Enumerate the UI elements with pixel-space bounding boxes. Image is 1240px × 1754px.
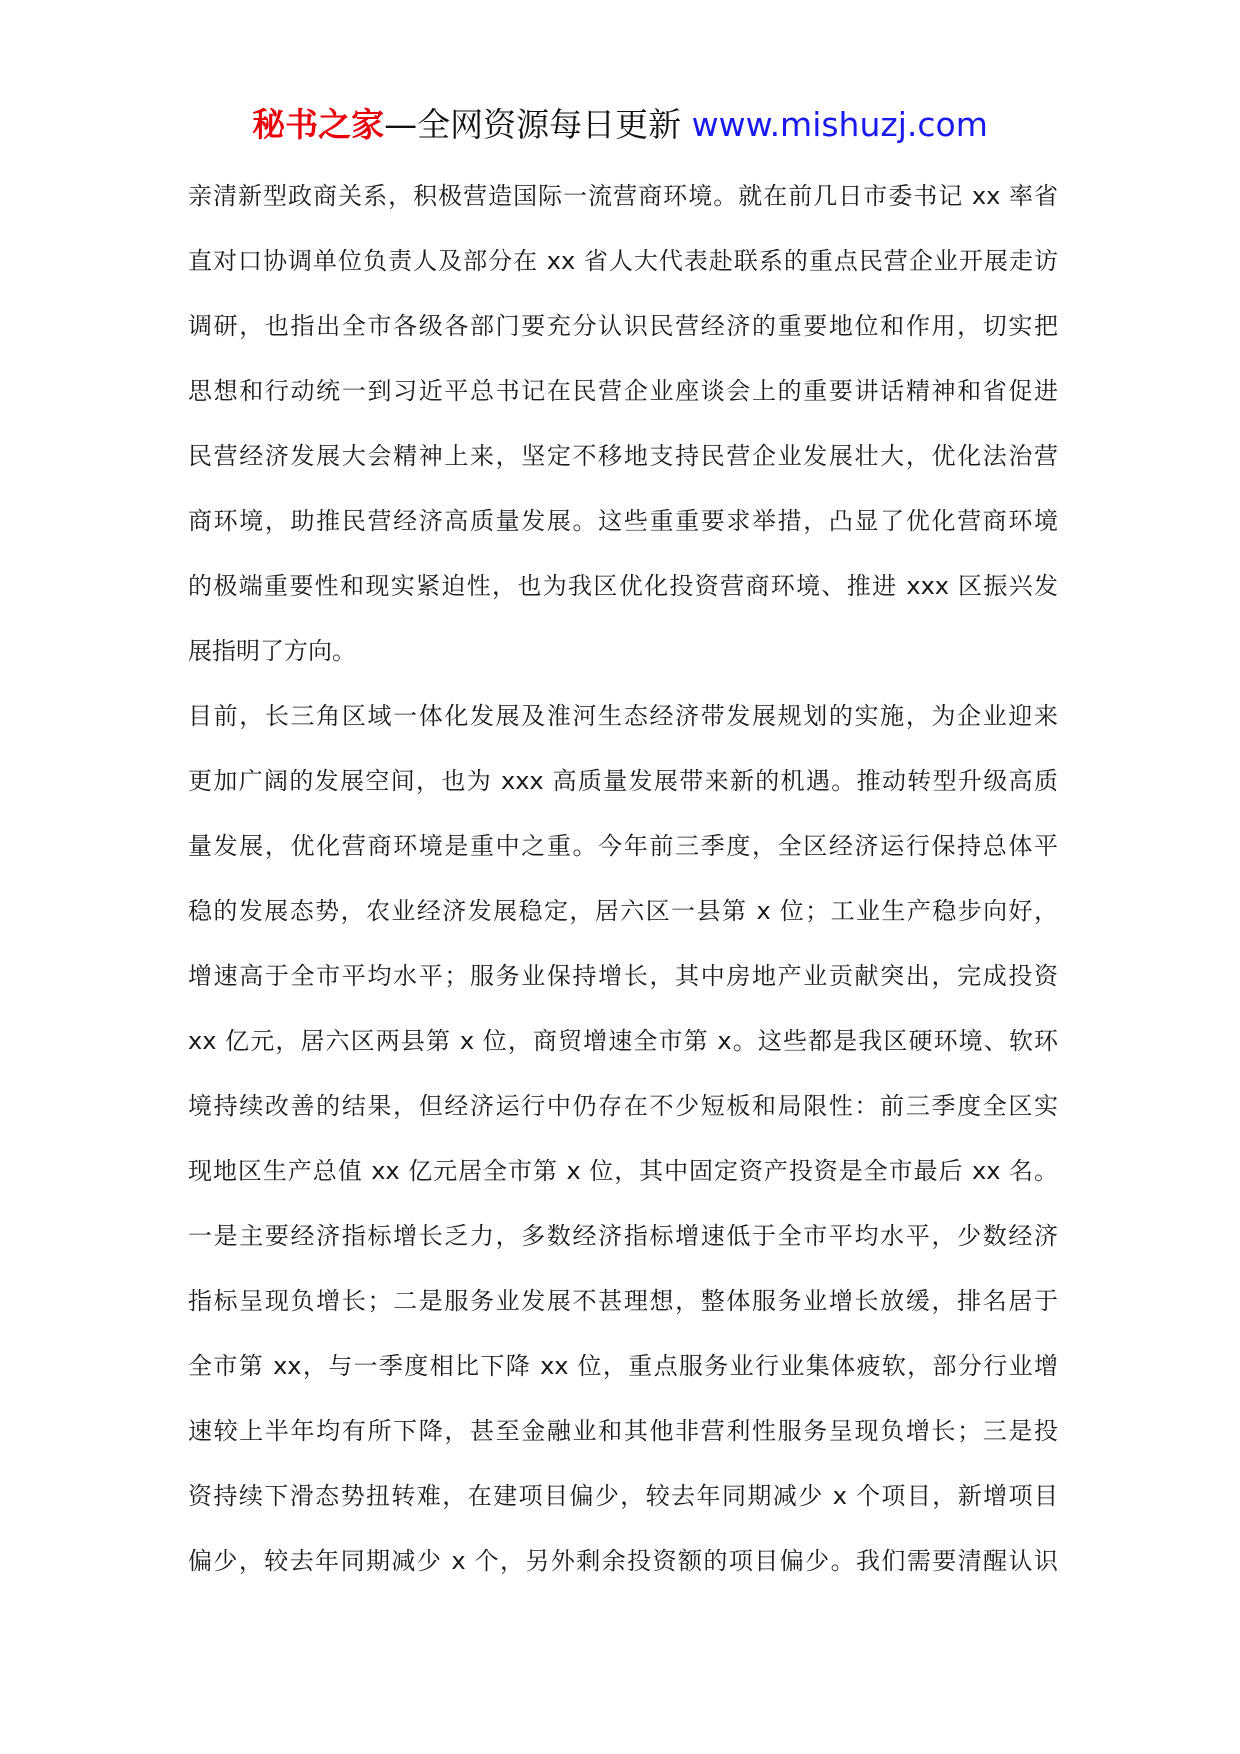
text-line: 更加广阔的发展空间，也为 xxx 高质量发展带来新的机遇。推动转型升级高质 [188, 767, 1058, 795]
text-line: 指标呈现负增长；二是服务业发展不甚理想，整体服务业增长放缓，排名居于 [188, 1287, 1058, 1315]
text-line: 调研，也指出全市各级各部门要充分认识民营经济的重要地位和作用，切实把 [188, 312, 1058, 340]
text-line: 直对口协调单位负责人及部分在 xx 省人大代表赴联系的重点民营企业开展走访 [188, 247, 1058, 275]
text-line: 民营经济发展大会精神上来，坚定不移地支持民营企业发展壮大，优化法治营 [188, 442, 1058, 470]
text-line: 偏少，较去年同期减少 x 个，另外剩余投资额的项目偏少。我们需要清醒认识 [188, 1547, 1058, 1575]
text-line: 一是主要经济指标增长乏力，多数经济指标增速低于全市平均水平，少数经济 [188, 1222, 1058, 1250]
text-line: 量发展，优化营商环境是重中之重。今年前三季度，全区经济运行保持总体平 [188, 832, 1058, 860]
header-slogan: —全网资源每日更新 [384, 105, 682, 144]
text-line: 的极端重要性和现实紧迫性，也为我区优化投资营商环境、推进 xxx 区振兴发 [188, 572, 1058, 600]
text-line: 亲清新型政商关系，积极营造国际一流营商环境。就在前几日市委书记 xx 率省 [188, 182, 1058, 210]
text-line: xx 亿元，居六区两县第 x 位，商贸增速全市第 x。这些都是我区硬环境、软环 [188, 1027, 1058, 1055]
text-line: 思想和行动统一到习近平总书记在民营企业座谈会上的重要讲话精神和省促进 [188, 377, 1058, 405]
text-line: 稳的发展态势，农业经济发展稳定，居六区一县第 x 位；工业生产稳步向好， [188, 897, 1058, 925]
text-line: 目前，长三角区域一体化发展及淮河生态经济带发展规划的实施，为企业迎来 [188, 702, 1058, 730]
brand-name: 秘书之家 [252, 105, 385, 144]
text-line: 速较上半年均有所下降，甚至金融业和其他非营利性服务呈现负增长；三是投 [188, 1417, 1058, 1445]
document-body [188, 164, 1058, 1594]
text-line: 境持续改善的结果，但经济运行中仍存在不少短板和局限性：前三季度全区实 [188, 1092, 1058, 1120]
text-line: 增速高于全市平均水平；服务业保持增长，其中房地产业贡献突出，完成投资 [188, 962, 1058, 990]
text-line: 商环境，助推民营经济高质量发展。这些重重要求举措，凸显了优化营商环境 [188, 507, 1058, 535]
text-line: 全市第 xx，与一季度相比下降 xx 位，重点服务业行业集体疲软，部分行业增 [188, 1352, 1058, 1380]
text-line: 资持续下滑态势扭转难，在建项目偏少，较去年同期减少 x 个项目，新增项目 [188, 1482, 1058, 1510]
watermark-header [0, 100, 1240, 150]
text-line: 现地区生产总值 xx 亿元居全市第 x 位，其中固定资产投资是全市最后 xx 名。 [188, 1157, 1058, 1185]
site-url[interactable]: www.mishuzj.com [691, 105, 988, 144]
text-line: 展指明了方向。 [188, 637, 356, 665]
